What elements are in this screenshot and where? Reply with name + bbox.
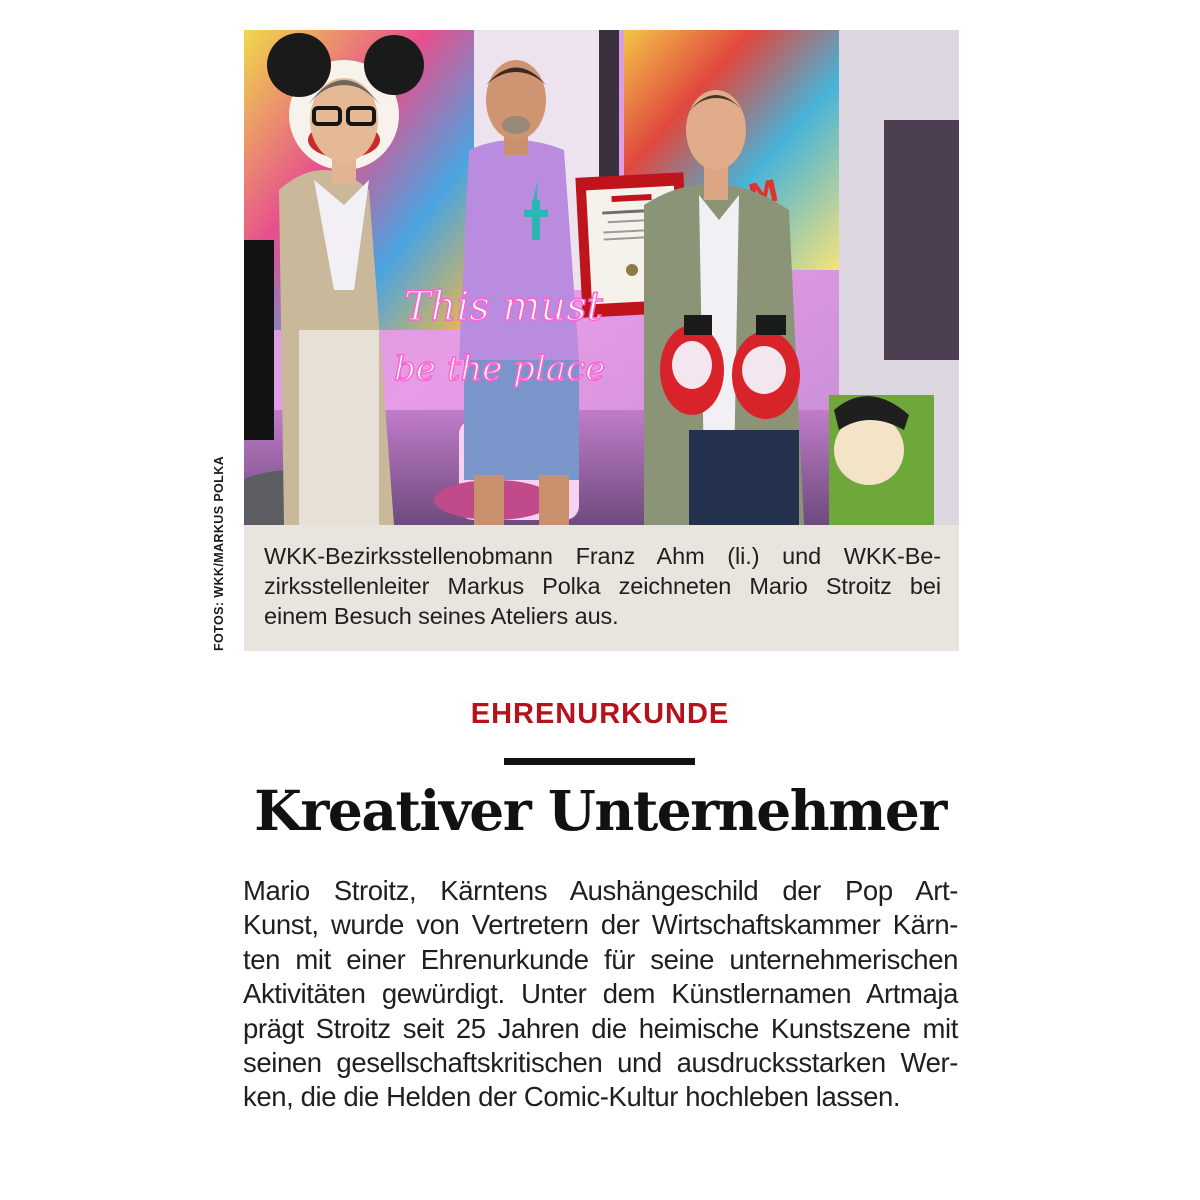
headline: Kreativer Unternehmer <box>254 778 946 843</box>
divider-rule <box>504 758 695 765</box>
body-line: seinen gesellschaftskritischen und ausdrucksstarken Wer- <box>243 1047 958 1079</box>
body-line: prägt Stroitz seit 25 Jahren die heimische Kunstszene mit <box>243 1012 958 1044</box>
caption-line: einem Besuch seines Ateliers aus. <box>264 603 619 629</box>
body-line: Aktivitäten gewürdigt. Unter dem Künstlernamen Artmaja <box>243 978 958 1010</box>
photo-illustration <box>244 30 959 525</box>
neon-sign-line-1: This must <box>404 284 603 330</box>
body-line: Mario Stroitz, Kärntens Aushängeschild der Pop Art- <box>243 875 958 906</box>
body-line: ken, die die Helden der Comic-Kultur hochleben lassen. <box>243 1081 901 1113</box>
caption-line: zirksstellenleiter Markus Polka zeichneten Mario Stroitz bei <box>264 573 941 599</box>
caption-line: WKK-Bezirksstellenobmann Franz Ahm (li.) und WKK-Be- <box>264 543 941 569</box>
article-photo <box>244 30 959 525</box>
article-body <box>243 874 958 1115</box>
neon-sign-line-2: be the place <box>394 349 606 389</box>
photo-caption <box>244 525 959 651</box>
photo-credit: FOTOS: WKK/MARKUS POLKA <box>212 455 226 651</box>
kicker: EHRENURKUNDE <box>470 698 730 730</box>
body-line: Kunst, wurde von Vertretern der Wirtschaftskammer Kärn- <box>243 909 958 941</box>
body-line: ten mit einer Ehrenurkunde für seine unternehmerischen <box>243 943 958 975</box>
